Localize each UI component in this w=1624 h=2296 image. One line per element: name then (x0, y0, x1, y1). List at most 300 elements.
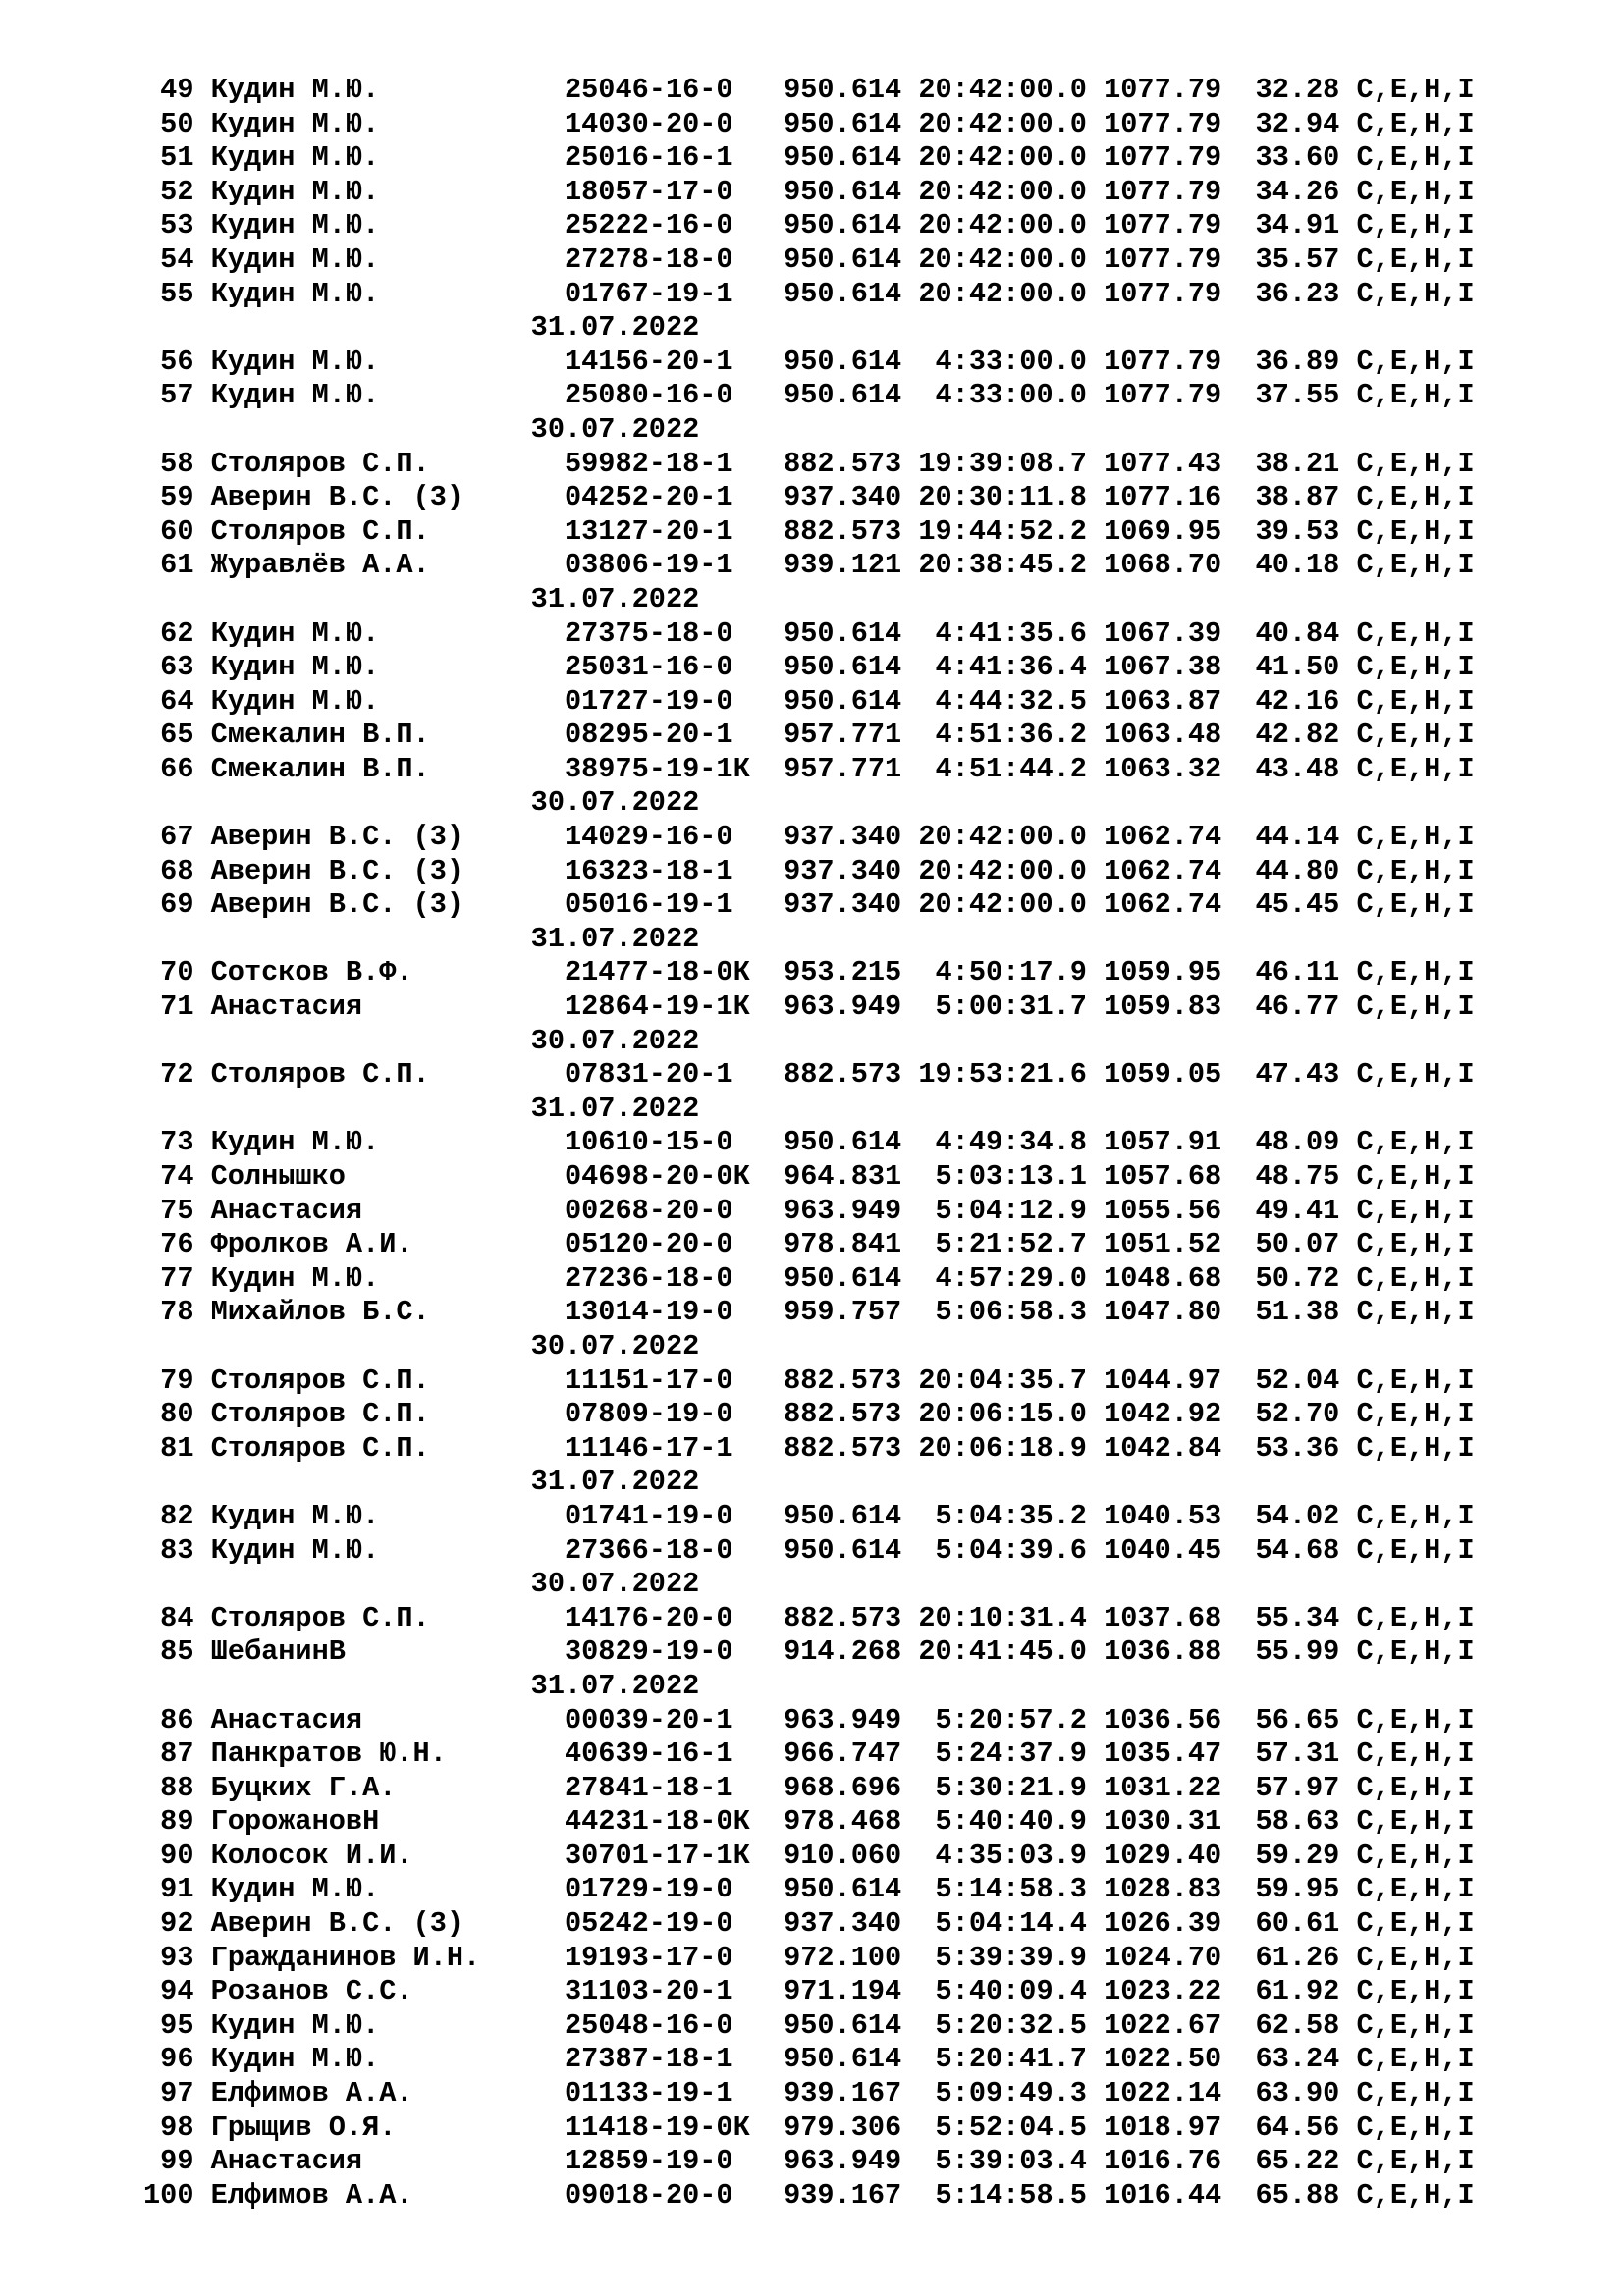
distance-cell: 882.573 (784, 1431, 919, 1465)
distance-cell: 978.841 (784, 1228, 919, 1261)
date-label: 30.07.2022 (530, 786, 700, 820)
time-cell: 4:35:03.9 (918, 1839, 1105, 1872)
category-cell: C,E,H,I (1356, 956, 1475, 989)
rank-cell: 66 (143, 752, 211, 785)
time-cell: 5:04:39.6 (918, 1533, 1105, 1567)
time-cell: 20:41:45.0 (918, 1635, 1105, 1669)
category-cell: C,E,H,I (1356, 2077, 1475, 2110)
rank-cell: 69 (143, 888, 211, 922)
distance-cell: 937.340 (784, 821, 919, 854)
ring-cell: 01727-19-0 (564, 684, 785, 718)
date-separator (143, 786, 1475, 821)
category-cell: C,E,H,I (1356, 1805, 1475, 1839)
rank-cell: 78 (143, 1296, 211, 1329)
category-cell: C,E,H,I (1356, 1160, 1475, 1193)
time-cell: 20:10:31.4 (918, 1601, 1105, 1634)
table-row (143, 1058, 1475, 1093)
name-cell: Буцких Г.А. (210, 1771, 565, 1804)
name-cell: Анастасия (210, 990, 565, 1024)
category-cell: C,E,H,I (1356, 1771, 1475, 1804)
table-row (143, 1942, 1475, 1976)
category-cell: C,E,H,I (1356, 481, 1475, 514)
category-cell: C,E,H,I (1356, 1058, 1475, 1092)
speed-cell: 1067.38 (1104, 651, 1256, 684)
rank-cell: 93 (143, 1941, 211, 1974)
date-label: 31.07.2022 (530, 1092, 700, 1125)
distance-cell: 950.614 (784, 74, 919, 106)
points-cell: 52.70 (1255, 1398, 1357, 1431)
rank-cell: 87 (143, 1737, 211, 1771)
table-row (143, 888, 1475, 923)
name-cell: Кудин М.Ю. (210, 1499, 565, 1532)
rank-cell: 71 (143, 990, 211, 1024)
rank-cell: 81 (143, 1431, 211, 1465)
ring-cell: 25031-16-0 (564, 651, 785, 684)
name-cell: Кудин М.Ю. (210, 2043, 565, 2076)
distance-cell: 968.696 (784, 1771, 919, 1804)
points-cell: 46.11 (1255, 956, 1357, 989)
ring-cell: 09018-20-0 (564, 2178, 785, 2212)
distance-cell: 950.614 (784, 1261, 919, 1295)
speed-cell: 1077.16 (1104, 481, 1256, 514)
rank-cell: 98 (143, 2110, 211, 2144)
distance-cell: 950.614 (784, 684, 919, 718)
name-cell: Столяров С.П. (210, 514, 565, 548)
ring-cell: 08295-20-1 (564, 719, 785, 752)
category-cell: C,E,H,I (1356, 514, 1475, 548)
table-row (143, 1805, 1475, 1840)
ring-cell: 12859-19-0 (564, 2145, 785, 2178)
time-cell: 5:04:14.4 (918, 1907, 1105, 1941)
rank-cell: 55 (143, 277, 211, 310)
table-row (143, 209, 1475, 243)
points-cell: 36.23 (1255, 277, 1357, 310)
name-cell: Аверин В.С. (3) (210, 1907, 565, 1941)
category-cell: C,E,H,I (1356, 1975, 1475, 2008)
speed-cell: 1040.53 (1104, 1499, 1256, 1532)
distance-cell: 957.771 (784, 752, 919, 785)
category-cell: C,E,H,I (1356, 1363, 1475, 1397)
table-row (143, 1432, 1475, 1467)
ring-cell: 40639-16-1 (564, 1737, 785, 1771)
time-cell: 5:03:13.1 (918, 1160, 1105, 1193)
ring-cell: 13127-20-1 (564, 514, 785, 548)
category-cell: C,E,H,I (1356, 1194, 1475, 1227)
distance-cell: 950.614 (784, 379, 919, 412)
category-cell: C,E,H,I (1356, 651, 1475, 684)
category-cell: C,E,H,I (1356, 1839, 1475, 1872)
points-cell: 46.77 (1255, 990, 1357, 1024)
name-cell: Кудин М.Ю. (210, 1261, 565, 1295)
distance-cell: 950.614 (784, 175, 919, 208)
distance-cell: 950.614 (784, 2043, 919, 2076)
rank-cell: 68 (143, 854, 211, 887)
ring-cell: 11146-17-1 (564, 1431, 785, 1465)
speed-cell: 1057.91 (1104, 1126, 1256, 1159)
category-cell: C,E,H,I (1356, 1635, 1475, 1669)
table-row (143, 379, 1475, 413)
table-row (143, 956, 1475, 990)
rank-cell: 60 (143, 514, 211, 548)
distance-cell: 978.468 (784, 1805, 919, 1839)
time-cell: 5:40:09.4 (918, 1975, 1105, 2008)
ring-cell: 10610-15-0 (564, 1126, 785, 1159)
rank-cell: 62 (143, 616, 211, 650)
ring-cell: 27366-18-0 (564, 1533, 785, 1567)
points-cell: 40.84 (1255, 616, 1357, 650)
speed-cell: 1028.83 (1104, 1873, 1256, 1906)
table-row (143, 1907, 1475, 1942)
name-cell: Кудин М.Ю. (210, 107, 565, 140)
distance-cell: 950.614 (784, 209, 919, 242)
name-cell: Розанов С.С. (210, 1975, 565, 2008)
name-cell: Столяров С.П. (210, 1058, 565, 1092)
rank-cell: 80 (143, 1398, 211, 1431)
rank-cell: 49 (143, 74, 211, 106)
speed-cell: 1023.22 (1104, 1975, 1256, 2008)
time-cell: 4:33:00.0 (918, 345, 1105, 378)
date-label: 30.07.2022 (530, 1568, 700, 1601)
points-cell: 60.61 (1255, 1907, 1357, 1941)
speed-cell: 1047.80 (1104, 1296, 1256, 1329)
speed-cell: 1077.79 (1104, 277, 1256, 310)
points-cell: 49.41 (1255, 1194, 1357, 1227)
points-cell: 51.38 (1255, 1296, 1357, 1329)
rank-cell: 70 (143, 956, 211, 989)
ring-cell: 04252-20-1 (564, 481, 785, 514)
name-cell: Кудин М.Ю. (210, 684, 565, 718)
points-cell: 57.31 (1255, 1737, 1357, 1771)
name-cell: Гражданинов И.Н. (210, 1941, 565, 1974)
ring-cell: 16323-18-1 (564, 854, 785, 887)
points-cell: 54.68 (1255, 1533, 1357, 1567)
points-cell: 42.82 (1255, 719, 1357, 752)
ring-cell: 00039-20-1 (564, 1703, 785, 1736)
points-cell: 58.63 (1255, 1805, 1357, 1839)
category-cell: C,E,H,I (1356, 990, 1475, 1024)
speed-cell: 1035.47 (1104, 1737, 1256, 1771)
table-row (143, 2009, 1475, 2044)
rank-cell: 63 (143, 651, 211, 684)
category-cell: C,E,H,I (1356, 1907, 1475, 1941)
time-cell: 5:52:04.5 (918, 2110, 1105, 2144)
points-cell: 65.22 (1255, 2145, 1357, 2178)
table-row (143, 753, 1475, 787)
ring-cell: 30829-19-0 (564, 1635, 785, 1669)
date-label: 31.07.2022 (530, 922, 700, 955)
time-cell: 5:14:58.5 (918, 2178, 1105, 2212)
date-label: 31.07.2022 (530, 582, 700, 615)
speed-cell: 1044.97 (1104, 1363, 1256, 1397)
speed-cell: 1069.95 (1104, 514, 1256, 548)
points-cell: 61.92 (1255, 1975, 1357, 2008)
points-cell: 65.88 (1255, 2178, 1357, 2212)
speed-cell: 1077.79 (1104, 175, 1256, 208)
points-cell: 59.29 (1255, 1839, 1357, 1872)
distance-cell: 959.757 (784, 1296, 919, 1329)
name-cell: Анастасия (210, 1703, 565, 1736)
ring-cell: 07809-19-0 (564, 1398, 785, 1431)
ring-cell: 01133-19-1 (564, 2077, 785, 2110)
table-row (143, 1704, 1475, 1738)
rank-cell: 53 (143, 209, 211, 242)
points-cell: 39.53 (1255, 514, 1357, 548)
speed-cell: 1022.14 (1104, 2077, 1256, 2110)
rank-cell: 52 (143, 175, 211, 208)
category-cell: C,E,H,I (1356, 616, 1475, 650)
distance-cell: 950.614 (784, 1873, 919, 1906)
distance-cell: 882.573 (784, 1398, 919, 1431)
date-label: 31.07.2022 (530, 1466, 700, 1499)
name-cell: Кудин М.Ю. (210, 74, 565, 106)
rank-cell: 100 (143, 2178, 211, 2212)
ring-cell: 27236-18-0 (564, 1261, 785, 1295)
distance-cell: 939.121 (784, 549, 919, 582)
speed-cell: 1036.56 (1104, 1703, 1256, 1736)
category-cell: C,E,H,I (1356, 719, 1475, 752)
distance-cell: 950.614 (784, 107, 919, 140)
table-row (143, 2145, 1475, 2179)
speed-cell: 1057.68 (1104, 1160, 1256, 1193)
table-row (143, 278, 1475, 312)
category-cell: C,E,H,I (1356, 242, 1475, 276)
table-row (143, 855, 1475, 889)
time-cell: 20:04:35.7 (918, 1363, 1105, 1397)
speed-cell: 1018.97 (1104, 2110, 1256, 2144)
time-cell: 19:44:52.2 (918, 514, 1105, 548)
ring-cell: 12864-19-1К (564, 990, 785, 1024)
ring-cell: 30701-17-1К (564, 1839, 785, 1872)
speed-cell: 1059.95 (1104, 956, 1256, 989)
table-row (143, 2077, 1475, 2111)
name-cell: Елфимов А.А. (210, 2077, 565, 2110)
name-cell: Аверин В.С. (3) (210, 821, 565, 854)
speed-cell: 1042.92 (1104, 1398, 1256, 1431)
category-cell: C,E,H,I (1356, 1296, 1475, 1329)
ring-cell: 19193-17-0 (564, 1941, 785, 1974)
ring-cell: 11418-19-0К (564, 2110, 785, 2144)
points-cell: 43.48 (1255, 752, 1357, 785)
distance-cell: 910.060 (784, 1839, 919, 1872)
time-cell: 5:06:58.3 (918, 1296, 1105, 1329)
rank-cell: 50 (143, 107, 211, 140)
name-cell: ГорожановН (210, 1805, 565, 1839)
rank-cell: 64 (143, 684, 211, 718)
category-cell: C,E,H,I (1356, 1398, 1475, 1431)
points-cell: 56.65 (1255, 1703, 1357, 1736)
table-row (143, 651, 1475, 685)
date-separator (143, 311, 1475, 346)
points-cell: 41.50 (1255, 651, 1357, 684)
distance-cell: 950.614 (784, 651, 919, 684)
time-cell: 5:00:31.7 (918, 990, 1105, 1024)
time-cell: 19:53:21.6 (918, 1058, 1105, 1092)
distance-cell: 964.831 (784, 1160, 919, 1193)
distance-cell: 950.614 (784, 277, 919, 310)
speed-cell: 1067.39 (1104, 616, 1256, 650)
time-cell: 5:21:52.7 (918, 1228, 1105, 1261)
table-row (143, 2179, 1475, 2214)
speed-cell: 1042.84 (1104, 1431, 1256, 1465)
rank-cell: 61 (143, 549, 211, 582)
speed-cell: 1077.79 (1104, 107, 1256, 140)
rank-cell: 85 (143, 1635, 211, 1669)
points-cell: 36.89 (1255, 345, 1357, 378)
category-cell: C,E,H,I (1356, 684, 1475, 718)
points-cell: 55.99 (1255, 1635, 1357, 1669)
points-cell: 38.87 (1255, 481, 1357, 514)
name-cell: Кудин М.Ю. (210, 651, 565, 684)
time-cell: 5:39:39.9 (918, 1941, 1105, 1974)
time-cell: 5:39:03.4 (918, 2145, 1105, 2178)
time-cell: 4:57:29.0 (918, 1261, 1105, 1295)
time-cell: 5:14:58.3 (918, 1873, 1105, 1906)
table-row (143, 1873, 1475, 1907)
time-cell: 20:06:15.0 (918, 1398, 1105, 1431)
table-row (143, 448, 1475, 482)
speed-cell: 1077.79 (1104, 209, 1256, 242)
name-cell: ШебанинВ (210, 1635, 565, 1669)
name-cell: Елфимов А.А. (210, 2178, 565, 2212)
category-cell: C,E,H,I (1356, 1737, 1475, 1771)
category-cell: C,E,H,I (1356, 107, 1475, 140)
distance-cell: 939.167 (784, 2178, 919, 2212)
name-cell: Кудин М.Ю. (210, 1533, 565, 1567)
distance-cell: 979.306 (784, 2110, 919, 2144)
category-cell: C,E,H,I (1356, 1228, 1475, 1261)
ring-cell: 01767-19-1 (564, 277, 785, 310)
distance-cell: 963.949 (784, 2145, 919, 2178)
speed-cell: 1077.79 (1104, 74, 1256, 106)
table-row (143, 141, 1475, 176)
time-cell: 5:24:37.9 (918, 1737, 1105, 1771)
table-row (143, 1602, 1475, 1636)
ring-cell: 05120-20-0 (564, 1228, 785, 1261)
date-separator (143, 1670, 1475, 1704)
table-row (143, 1126, 1475, 1160)
category-cell: C,E,H,I (1356, 209, 1475, 242)
speed-cell: 1059.05 (1104, 1058, 1256, 1092)
speed-cell: 1062.74 (1104, 821, 1256, 854)
table-row (143, 549, 1475, 583)
name-cell: Колосок И.И. (210, 1839, 565, 1872)
rank-cell: 83 (143, 1533, 211, 1567)
speed-cell: 1031.22 (1104, 1771, 1256, 1804)
points-cell: 35.57 (1255, 242, 1357, 276)
rank-cell: 54 (143, 242, 211, 276)
distance-cell: 882.573 (784, 1601, 919, 1634)
name-cell: Панкратов Ю.Н. (210, 1737, 565, 1771)
distance-cell: 950.614 (784, 1533, 919, 1567)
distance-cell: 882.573 (784, 1058, 919, 1092)
rank-cell: 99 (143, 2145, 211, 2178)
name-cell: Грыщив О.Я. (210, 2110, 565, 2144)
table-row (143, 1160, 1475, 1195)
ring-cell: 01729-19-0 (564, 1873, 785, 1906)
table-row (143, 108, 1475, 142)
time-cell: 4:41:36.4 (918, 651, 1105, 684)
category-cell: C,E,H,I (1356, 1601, 1475, 1634)
category-cell: C,E,H,I (1356, 854, 1475, 887)
table-row (143, 481, 1475, 515)
distance-cell: 971.194 (784, 1975, 919, 2008)
date-separator (143, 923, 1475, 957)
points-cell: 48.09 (1255, 1126, 1357, 1159)
category-cell: C,E,H,I (1356, 277, 1475, 310)
speed-cell: 1036.88 (1104, 1635, 1256, 1669)
ring-cell: 00268-20-0 (564, 1194, 785, 1227)
name-cell: Анастасия (210, 2145, 565, 2178)
points-cell: 32.94 (1255, 107, 1357, 140)
rank-cell: 88 (143, 1771, 211, 1804)
name-cell: Кудин М.Ю. (210, 1873, 565, 1906)
category-cell: C,E,H,I (1356, 1941, 1475, 1974)
name-cell: Столяров С.П. (210, 1431, 565, 1465)
ring-cell: 14029-16-0 (564, 821, 785, 854)
rank-cell: 67 (143, 821, 211, 854)
rank-cell: 75 (143, 1194, 211, 1227)
category-cell: C,E,H,I (1356, 752, 1475, 785)
table-row (143, 1635, 1475, 1670)
category-cell: C,E,H,I (1356, 1703, 1475, 1736)
name-cell: Смекалин В.П. (210, 752, 565, 785)
results-table (143, 74, 1475, 2213)
ring-cell: 38975-19-1К (564, 752, 785, 785)
ring-cell: 25080-16-0 (564, 379, 785, 412)
points-cell: 50.07 (1255, 1228, 1357, 1261)
points-cell: 47.43 (1255, 1058, 1357, 1092)
points-cell: 63.90 (1255, 2077, 1357, 2110)
time-cell: 4:50:17.9 (918, 956, 1105, 989)
name-cell: Столяров С.П. (210, 1398, 565, 1431)
speed-cell: 1055.56 (1104, 1194, 1256, 1227)
speed-cell: 1077.79 (1104, 141, 1256, 175)
name-cell: Журавлёв А.А. (210, 549, 565, 582)
ring-cell: 03806-19-1 (564, 549, 785, 582)
category-cell: C,E,H,I (1356, 2178, 1475, 2212)
name-cell: Кудин М.Ю. (210, 277, 565, 310)
table-row (143, 1195, 1475, 1229)
points-cell: 42.16 (1255, 684, 1357, 718)
table-row (143, 1772, 1475, 1806)
rank-cell: 57 (143, 379, 211, 412)
speed-cell: 1051.52 (1104, 1228, 1256, 1261)
time-cell: 20:42:00.0 (918, 209, 1105, 242)
points-cell: 34.91 (1255, 209, 1357, 242)
ring-cell: 18057-17-0 (564, 175, 785, 208)
time-cell: 5:30:21.9 (918, 1771, 1105, 1804)
rank-cell: 74 (143, 1160, 211, 1193)
time-cell: 5:04:12.9 (918, 1194, 1105, 1227)
category-cell: C,E,H,I (1356, 345, 1475, 378)
rank-cell: 58 (143, 447, 211, 480)
rank-cell: 96 (143, 2043, 211, 2076)
category-cell: C,E,H,I (1356, 74, 1475, 106)
table-row (143, 990, 1475, 1025)
ring-cell: 25016-16-1 (564, 141, 785, 175)
speed-cell: 1022.50 (1104, 2043, 1256, 2076)
ring-cell: 05016-19-1 (564, 888, 785, 922)
points-cell: 38.21 (1255, 447, 1357, 480)
speed-cell: 1059.83 (1104, 990, 1256, 1024)
distance-cell: 950.614 (784, 345, 919, 378)
ring-cell: 27841-18-1 (564, 1771, 785, 1804)
ring-cell: 44231-18-0К (564, 1805, 785, 1839)
points-cell: 63.24 (1255, 2043, 1357, 2076)
table-row (143, 1296, 1475, 1330)
time-cell: 20:42:00.0 (918, 242, 1105, 276)
ring-cell: 13014-19-0 (564, 1296, 785, 1329)
